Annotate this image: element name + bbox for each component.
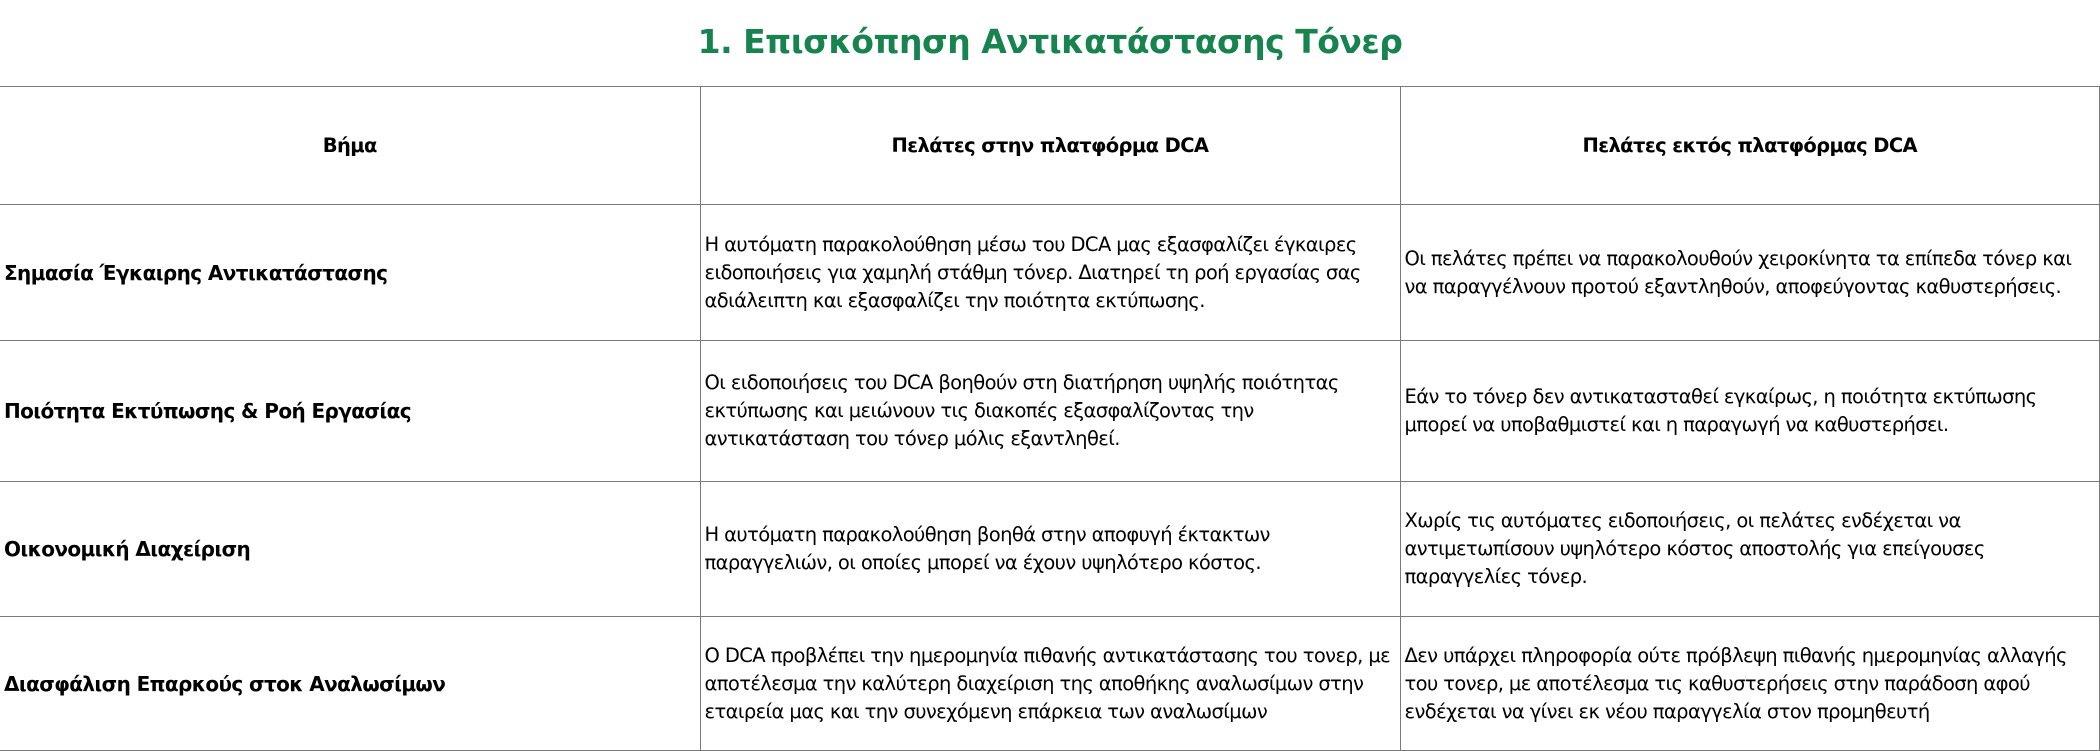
step-cell: Διασφάλιση Επαρκούς στοκ Αναλωσίμων [0,617,700,751]
non-dca-cell: Δεν υπάρχει πληροφορία ούτε πρόβλεψη πιθανής ημερομηνίας αλλαγής του τονερ, με αποτέλεσμα τις καθυστερήσεις στην παράδοση αφού ενδέχεται να γίνει εκ νέου παραγγελία στον προμηθευτή [1400,617,2100,751]
toner-replacement-table [0,86,2100,751]
dca-cell: Ο DCA προβλέπει την ημερομηνία πιθανής αντικατάστασης του τονερ, με αποτέλεσμα την καλύτερη διαχείριση της αποθήκης αναλωσίμων στην εταιρεία μας και την συνεχόμενη επάρκεια των αναλωσίμων [700,617,1400,751]
table-row [0,617,2100,751]
non-dca-cell: Χωρίς τις αυτόματες ειδοποιήσεις, οι πελάτες ενδέχεται να αντιμετωπίσουν υψηλότερο κόστος αποστολής για επείγουσες παραγγελίες τόνερ. [1400,482,2100,617]
table-header-row [0,87,2100,205]
step-cell: Ποιότητα Εκτύπωσης & Ροή Εργασίας [0,341,700,482]
step-cell: Οικονομική Διαχείριση [0,482,700,617]
page-title: 1. Επισκόπηση Αντικατάστασης Τόνερ [697,21,1403,61]
step-cell: Σημασία Έγκαιρης Αντικατάστασης [0,205,700,341]
non-dca-cell: Οι πελάτες πρέπει να παρακολουθούν χειροκίνητα τα επίπεδα τόνερ και να παραγγέλνουν προτού εξαντληθούν, αποφεύγοντας καθυστερήσεις. [1400,205,2100,341]
column-header-step: Βήμα [0,87,700,205]
table-row [0,482,2100,617]
dca-cell: Η αυτόματη παρακολούθηση βοηθά στην αποφυγή έκτακτων παραγγελιών, οι οποίες μπορεί να έχουν υψηλότερο κόστος. [700,482,1400,617]
table-row [0,341,2100,482]
table-row [0,205,2100,341]
non-dca-cell: Εάν το τόνερ δεν αντικατασταθεί εγκαίρως, η ποιότητα εκτύπωσης μπορεί να υποβαθμιστεί και η παραγωγή να καθυστερήσει. [1400,341,2100,482]
dca-cell: Οι ειδοποιήσεις του DCA βοηθούν στη διατήρηση υψηλής ποιότητας εκτύπωσης και μειώνουν τις διακοπές εξασφαλίζοντας την αντικατάσταση του τόνερ μόλις εξαντληθεί. [700,341,1400,482]
dca-cell: Η αυτόματη παρακολούθηση μέσω του DCA μας εξασφαλίζει έγκαιρες ειδοποιήσεις για χαμηλή στάθμη τόνερ. Διατηρεί τη ροή εργασίας σας αδιάλειπτη και εξασφαλίζει την ποιότητα εκτύπωσης. [700,205,1400,341]
column-header-non-dca-customers: Πελάτες εκτός πλατφόρμας DCA [1400,87,2100,205]
column-header-dca-customers: Πελάτες στην πλατφόρμα DCA [700,87,1400,205]
